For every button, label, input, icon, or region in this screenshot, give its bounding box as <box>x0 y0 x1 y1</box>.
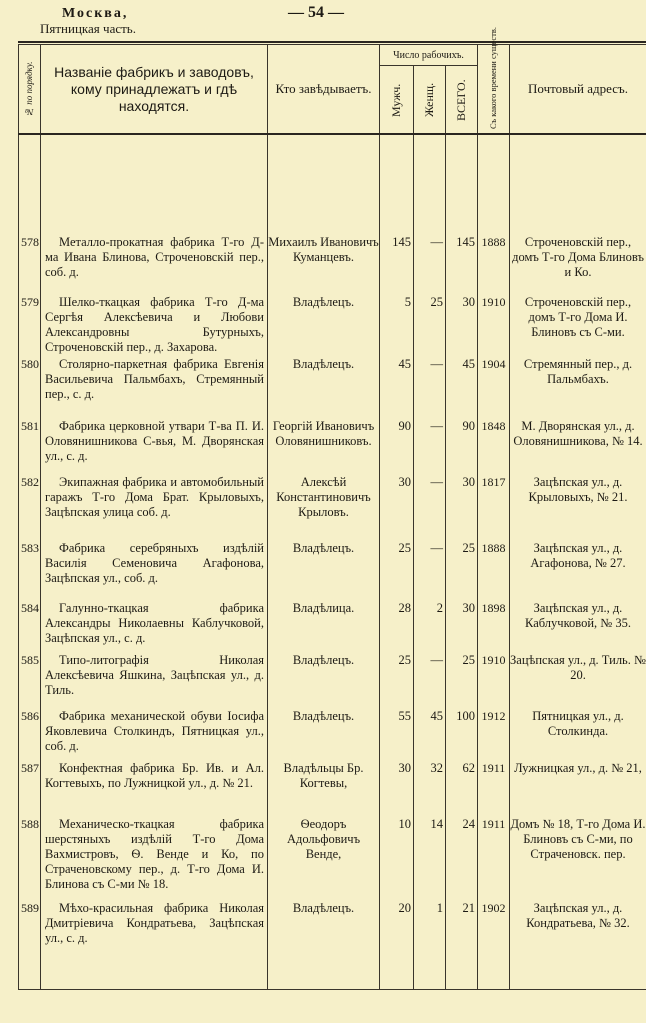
page-header <box>0 4 646 40</box>
women-count: — <box>414 541 446 601</box>
manager-name: Георгій Ивановичъ Оловянишниковъ. <box>268 419 380 475</box>
postal-address: Строченовскій пер., домъ Т-го Дома Блиновъ и Ко. <box>510 235 646 295</box>
women-count: 25 <box>414 295 446 357</box>
factory-name: Металло-прокатная фабрика Т-го Д-ма Ивана Блинова, Строченовскій пер., соб. д. <box>41 235 268 295</box>
row-number: 585 <box>19 653 41 709</box>
total-count: 24 <box>446 817 478 901</box>
table-row <box>19 901 646 961</box>
factory-name: Фабрика механической обуви Іосифа Яковлевича Столкиндъ, Пятницкая ул., соб. д. <box>41 709 268 761</box>
column-header-manager: Кто завѣдываетъ. <box>268 45 380 135</box>
manager-name: Ѳеодоръ Адольфовичъ Венде, <box>268 817 380 901</box>
table-row <box>19 817 646 901</box>
postal-address: Зацѣпская ул., д. Крыловыхъ, № 21. <box>510 475 646 541</box>
founded-year: 1848 <box>478 419 510 475</box>
men-count: 10 <box>380 817 414 901</box>
row-number: 578 <box>19 235 41 295</box>
table-row <box>19 419 646 475</box>
page-number: — 54 — <box>288 4 344 21</box>
row-number: 588 <box>19 817 41 901</box>
row-number: 581 <box>19 419 41 475</box>
factory-name: Фабрика церковной утвари Т-ва П. И. Оловянишникова С-вья, М. Дворянская ул., с. д. <box>41 419 268 475</box>
column-header-address: Почтовый адресъ. <box>510 45 646 135</box>
table-row <box>19 295 646 357</box>
column-header-women: Женщ. <box>414 66 446 135</box>
blank-spacer-row <box>19 134 646 235</box>
manager-name: Владѣлецъ. <box>268 901 380 961</box>
total-count: 100 <box>446 709 478 761</box>
women-count: 32 <box>414 761 446 817</box>
column-header-workers: Число рабочихъ. <box>380 45 478 66</box>
factory-name: Механическо-ткацкая фабрика шерстяныхъ издѣлій Т-го Дома Вахмистровъ, Ѳ. Венде и Ко, по Страченовскому пер., д. Т-го Дома И. Блинова съ С-ми № 18. <box>41 817 268 901</box>
postal-address: Зацѣпская ул., д. Агафонова, № 27. <box>510 541 646 601</box>
total-count: 30 <box>446 475 478 541</box>
men-count: 30 <box>380 761 414 817</box>
table-row <box>19 541 646 601</box>
total-count: 25 <box>446 653 478 709</box>
manager-name: Владѣлецъ. <box>268 541 380 601</box>
factory-name: Столярно-паркетная фабрика Евгенія Васильевича Пальмбахъ, Стремянный пер., с. д. <box>41 357 268 419</box>
header-rule <box>18 41 646 43</box>
total-count: 45 <box>446 357 478 419</box>
factory-name: Типо-литографія Николая Алексѣевича Яшкина, Зацѣпская ул., д. Тиль. <box>41 653 268 709</box>
table-row <box>19 357 646 419</box>
factory-name: Шелко-ткацкая фабрика Т-го Д-ма Сергѣя Алексѣевича и Любови Александровны Бутурныхъ, Строченовскій пер., д. Захарова. <box>41 295 268 357</box>
postal-address: Лужницкая ул., д. № 21, <box>510 761 646 817</box>
manager-name: Владѣлица. <box>268 601 380 653</box>
women-count: — <box>414 653 446 709</box>
founded-year: 1912 <box>478 709 510 761</box>
manager-name: Алексѣй Константиновичъ Крыловъ. <box>268 475 380 541</box>
founded-year: 1888 <box>478 235 510 295</box>
postal-address: Зацѣпская ул., д. Кондратьева, № 32. <box>510 901 646 961</box>
manager-name: Владѣлецъ. <box>268 357 380 419</box>
founded-year: 1910 <box>478 653 510 709</box>
founded-year: 1902 <box>478 901 510 961</box>
women-count: — <box>414 419 446 475</box>
factory-name: Экипажная фабрика и автомобильный гаражъ Т-го Дома Брат. Крыловыхъ, Зацѣпская улица соб. д. <box>41 475 268 541</box>
total-count: 145 <box>446 235 478 295</box>
founded-year: 1911 <box>478 817 510 901</box>
district-title: Пятницкая часть. <box>40 21 136 36</box>
manager-name: Владѣлецъ. <box>268 295 380 357</box>
row-number: 580 <box>19 357 41 419</box>
row-number: 584 <box>19 601 41 653</box>
city-title: Москва, <box>62 6 129 21</box>
row-number: 579 <box>19 295 41 357</box>
postal-address: Строченовскій пер., домъ Т-го Дома И. Блиновъ съ С-ми. <box>510 295 646 357</box>
column-header-since: Съ какого времени существ. <box>478 45 510 135</box>
women-count: — <box>414 475 446 541</box>
founded-year: 1888 <box>478 541 510 601</box>
postal-address: Стремянный пер., д. Пальмбахъ. <box>510 357 646 419</box>
founded-year: 1904 <box>478 357 510 419</box>
total-count: 90 <box>446 419 478 475</box>
factory-name: Мѣхо-красильная фабрика Николая Дмитріевича Кондратьева, Зацѣпская ул., с. д. <box>41 901 268 961</box>
women-count: 14 <box>414 817 446 901</box>
men-count: 55 <box>380 709 414 761</box>
row-number: 582 <box>19 475 41 541</box>
row-number: 587 <box>19 761 41 817</box>
women-count: — <box>414 357 446 419</box>
column-header-men: Мужч. <box>380 66 414 135</box>
table-row <box>19 653 646 709</box>
column-header-num: № по порядку. <box>19 45 41 135</box>
postal-address: Пятницкая ул., д. Столкинда. <box>510 709 646 761</box>
postal-address: М. Дворянская ул., д. Оловянишникова, № 14. <box>510 419 646 475</box>
table-row <box>19 709 646 761</box>
men-count: 28 <box>380 601 414 653</box>
total-count: 25 <box>446 541 478 601</box>
men-count: 5 <box>380 295 414 357</box>
postal-address: Зацѣпская ул., д. Тиль. № 20. <box>510 653 646 709</box>
column-header-total: ВСЕГО. <box>446 66 478 135</box>
women-count: 2 <box>414 601 446 653</box>
factory-name: Фабрика серебряныхъ издѣлій Василія Семеновича Агафонова, Зацѣпская ул., соб. д. <box>41 541 268 601</box>
row-number: 589 <box>19 901 41 961</box>
women-count: 1 <box>414 901 446 961</box>
manager-name: Владѣлецъ. <box>268 653 380 709</box>
total-count: 62 <box>446 761 478 817</box>
table-bottom-row <box>19 961 646 990</box>
row-number: 583 <box>19 541 41 601</box>
column-header-name: Названіе фабрикъ и заводовъ, кому принадлежатъ и гдѣ находятся. <box>41 45 268 135</box>
table-row <box>19 761 646 817</box>
total-count: 30 <box>446 295 478 357</box>
founded-year: 1817 <box>478 475 510 541</box>
manager-name: Владѣлецъ. <box>268 709 380 761</box>
postal-address: Домъ № 18, Т-го Дома И. Блиновъ съ С-ми, по Страченовск. пер. <box>510 817 646 901</box>
men-count: 90 <box>380 419 414 475</box>
founded-year: 1910 <box>478 295 510 357</box>
table-row <box>19 475 646 541</box>
men-count: 25 <box>380 653 414 709</box>
men-count: 20 <box>380 901 414 961</box>
women-count: 45 <box>414 709 446 761</box>
founded-year: 1898 <box>478 601 510 653</box>
men-count: 25 <box>380 541 414 601</box>
manager-name: Михаилъ Ивановичъ Куманцевъ. <box>268 235 380 295</box>
table-row <box>19 601 646 653</box>
postal-address: Зацѣпская ул., д. Каблучковой, № 35. <box>510 601 646 653</box>
founded-year: 1911 <box>478 761 510 817</box>
total-count: 21 <box>446 901 478 961</box>
men-count: 30 <box>380 475 414 541</box>
manager-name: Владѣльцы Бр. Когтевы, <box>268 761 380 817</box>
total-count: 30 <box>446 601 478 653</box>
row-number: 586 <box>19 709 41 761</box>
factory-name: Конфектная фабрика Бр. Ив. и Ал. Когтевыхъ, по Лужницкой ул., д. № 21. <box>41 761 268 817</box>
men-count: 145 <box>380 235 414 295</box>
factory-name: Галунно-ткацкая фабрика Александры Николаевны Каблучковой, Зацѣпская ул., с. д. <box>41 601 268 653</box>
women-count: — <box>414 235 446 295</box>
table-row <box>19 235 646 295</box>
men-count: 45 <box>380 357 414 419</box>
